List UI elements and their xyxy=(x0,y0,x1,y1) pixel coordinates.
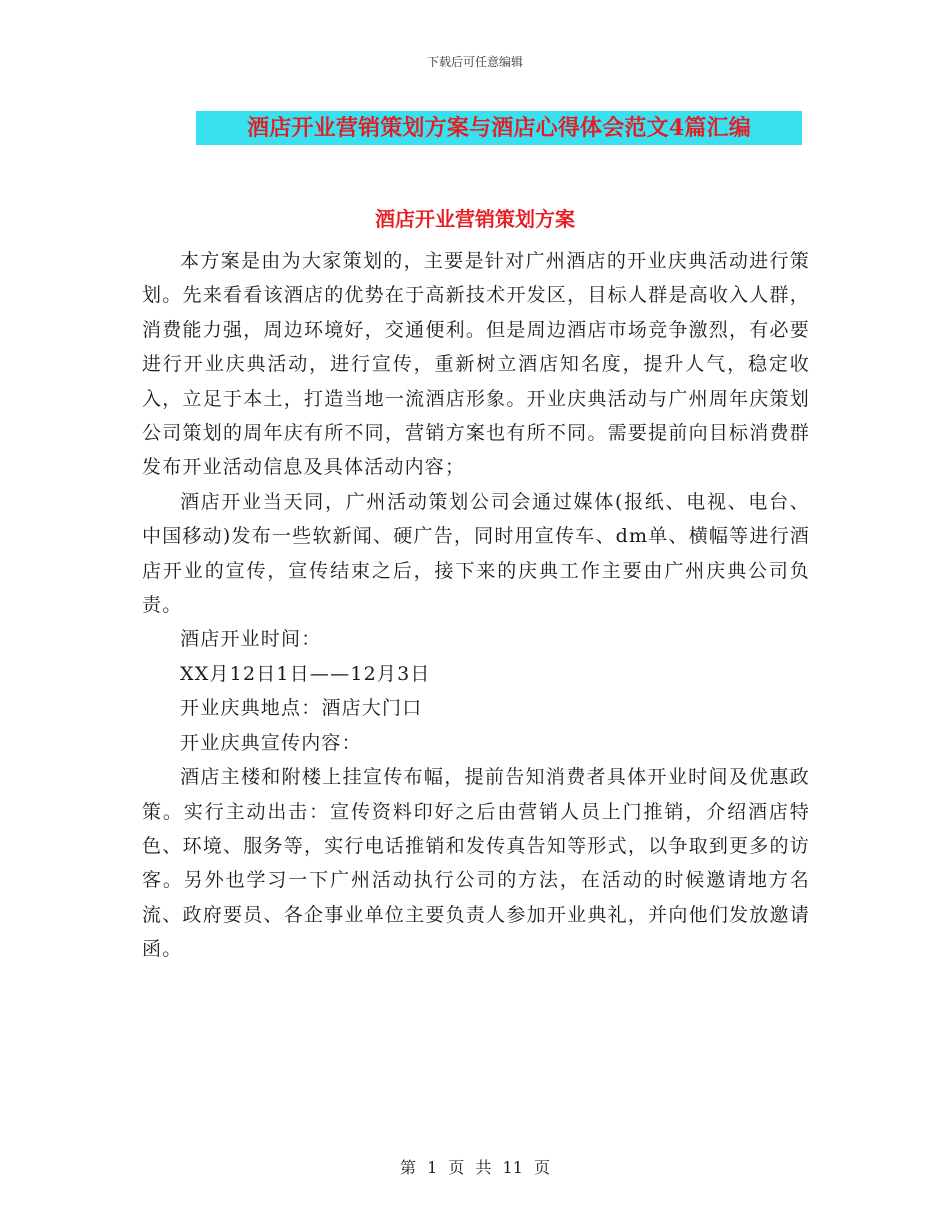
document-title-highlight xyxy=(196,111,802,145)
header-note: 下载后可任意编辑 xyxy=(426,55,523,69)
paragraph: 开业庆典地点：酒店大门口 xyxy=(180,697,423,720)
section-title: 酒店开业营销策划方案 xyxy=(375,207,575,231)
paragraph: 酒店开业时间： xyxy=(180,628,322,651)
paragraph: 酒店主楼和附楼上挂宣传布幅，提前告知消费者具体开业时间及优惠政策。实行主动出击：宣传资料印好之后由营销人员上门推销，介绍酒店特色、环境、服务等，实行电话推销和发传真告知等形式，以争取到更多的访客。另外也学习一下广州活动执行公司的方法，在活动的时候邀请地方名流、政府要员、各企事业单位主要负责人参加开业典礼，并向他们发放邀请函。 xyxy=(142,766,810,961)
paragraph: 本方案是由为大家策划的，主要是针对广州酒店的开业庆典活动进行策划。先来看看该酒店的优势在于高新技术开发区，目标人群是高收入人群，消费能力强，周边环境好，交通便利。但是周边酒店市场竞争激烈，有必要进行开业庆典活动，进行宣传，重新树立酒店知名度，提升人气，稳定收入，立足于本土，打造当地一流酒店形象。开业庆典活动与广州周年庆策划公司策划的周年庆有所不同，营销方案也有所不同。需要提前向目标消费群发布开业活动信息及具体活动内容； xyxy=(142,250,810,479)
paragraph: 开业庆典宣传内容： xyxy=(180,731,362,754)
paragraph: 酒店开业当天同，广州活动策划公司会通过媒体(报纸、电视、电台、中国移动)发布一些软新闻、硬广告，同时用宣传车、dm单、横幅等进行酒店开业的宣传，宣传结束之后，接下来的庆典工作主要由广州庆典公司负责。 xyxy=(142,490,810,617)
paragraph: XX月12日1日——12月3日 xyxy=(180,662,431,685)
page-footer: 第 1 页 共 11 页 xyxy=(400,1158,550,1177)
document-body xyxy=(142,244,810,967)
document-title: 酒店开业营销策划方案与酒店心得体会范文4篇汇编 xyxy=(247,115,751,141)
